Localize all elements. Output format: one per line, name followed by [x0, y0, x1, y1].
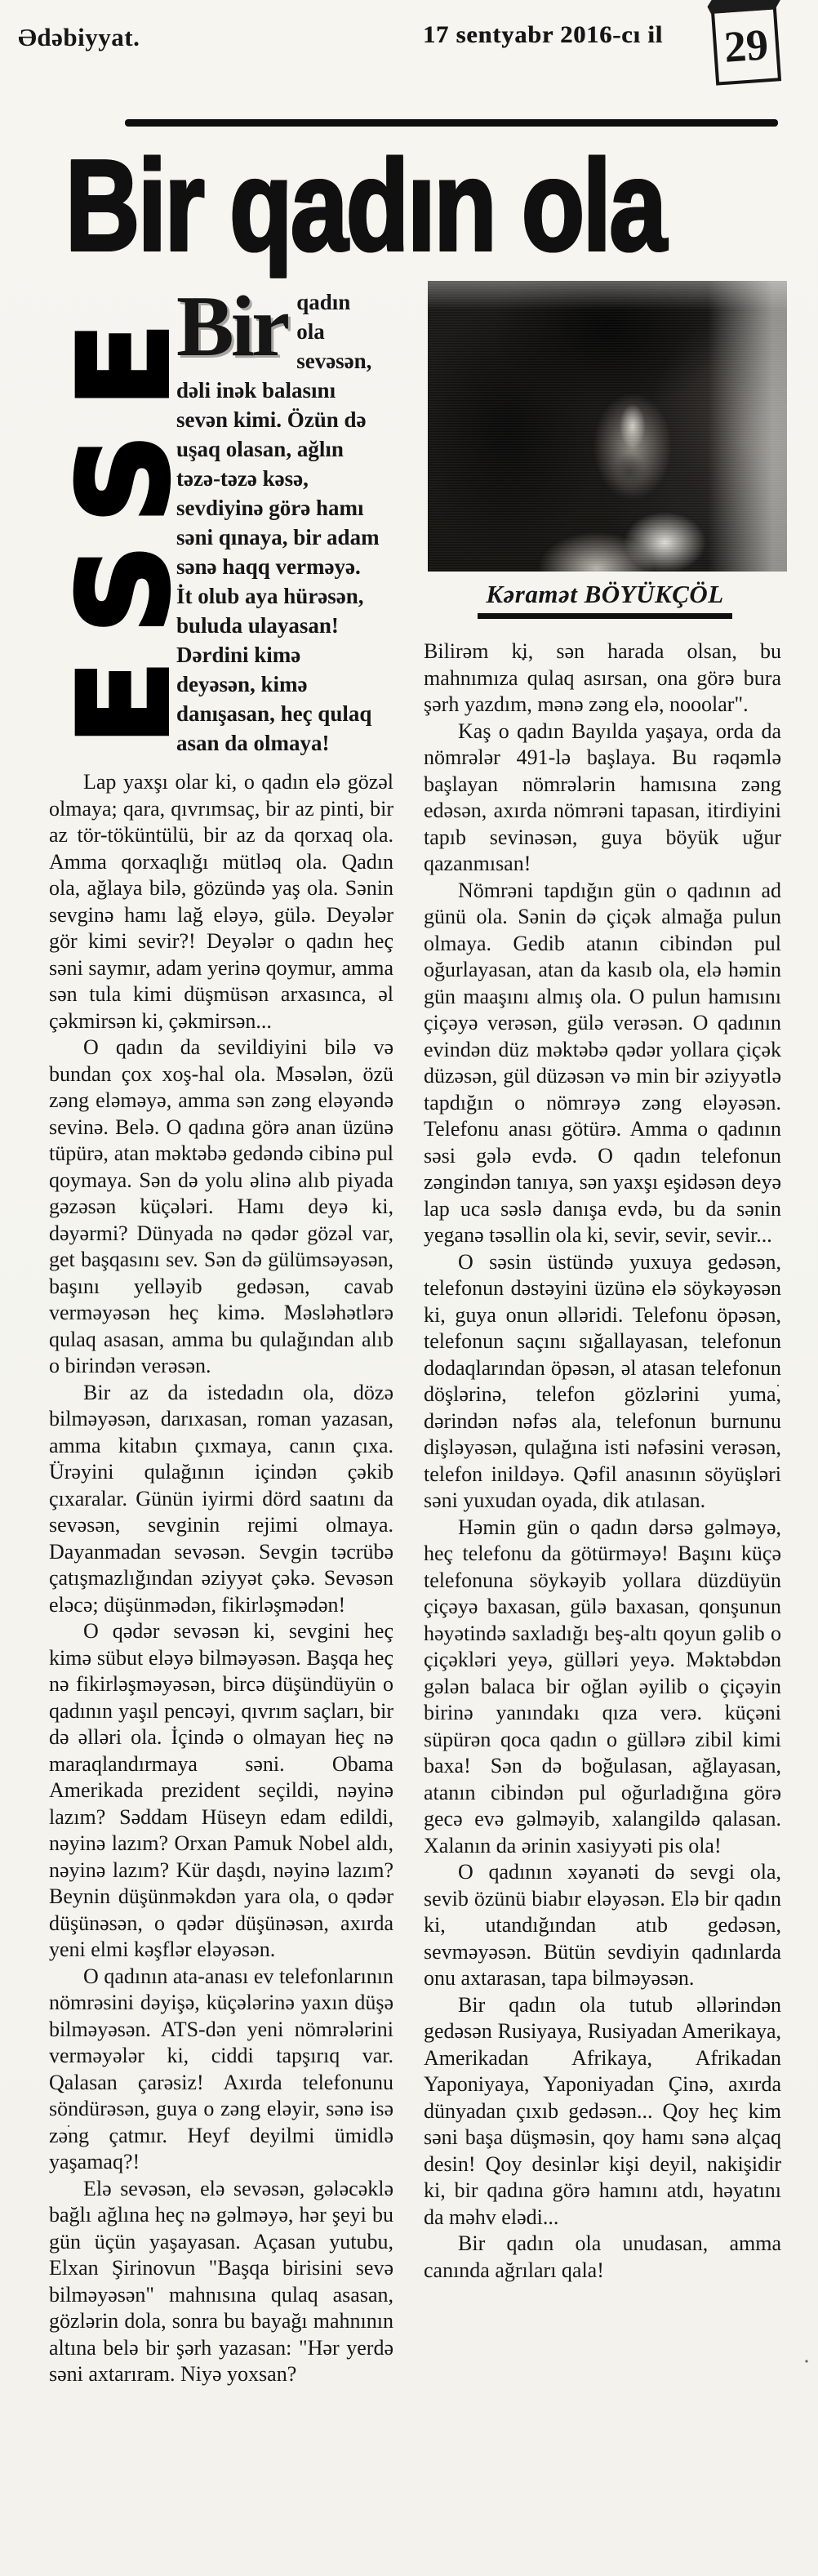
issue-date: 17 sentyabr 2016-cı il: [423, 21, 663, 48]
lead-text: qadın ola sevəsən, dəli inək balasını sevən kimi. Özün də uşaq olasan, ağlın təzə-təzə kəsə, sevdiyinə görə hamı səni qınaya, bir adam sənə haqq verməyə. İt olub aya hürəsən, buluda ulayasan! Dərdini kimə deyəsən, kimə danışasan, heç qulaq asan da olmaya!: [176, 290, 380, 755]
paragraph: Bir qadın ola unudasan, amma canında ağrıları qala!: [424, 2231, 781, 2282]
paragraph: O qədər sevəsən ki, sevgini heç kimə sübut eləyə bilməyəsən. Başqa heç nə fikirləşməyəsən, bircə düşündüyün o qadının yaşıl pencəyi, qıvrım saçları, bir də əlləri ola. İçində o olmayan heç nə maraqlandırmaya səni. Obama Amerikada prezident seçildi, nəyinə lazım? Səddam Hüseyn edam edildi, nəyinə lazım? Orxan Pamuk Nobel aldı, nəyinə lazım? Kür daşdı, nəyinə lazım? Beynin düşünməkdən yara ola, o qədər düşünəsən, o qədər düşünəsən, axırda yeni elmi kəşflər eləyəsən.: [49, 1619, 393, 1961]
byline-author: Kəramət BÖYÜKÇÖL: [478, 580, 731, 619]
paragraph: Kaş o qadın Bayılda yaşaya, orda da nömrələr 491-lə başlaya. Bu rəqəmlə başlayan nömrələrin hamısına zəng edəsən, axırda nömrəni tapasan, itirdiyini tapıb sevinəsən, guya böyük uğur qazanmısan!: [424, 719, 781, 875]
paragraph: Bir az da istedadın ola, dözə bilməyəsən, darıxasan, roman yazasan, amma kitabın çıxmaya, canın çıxa. Ürəyini qulağının içindən çəkib çıxaralar. Günün iyirmi dörd saatını da sevəsən, sevginin rejimi olmaya. Dayanmadan sevəsən. Sevgin təcrübə çatışmazlığından əziyyət çəkə. Sevəsən eləcə; düşünmədən, fikirləşmədən!: [49, 1380, 393, 1617]
byline-block: [425, 580, 785, 619]
paragraph: O qadın da sevildiyini bilə və bundan çox xoş-hal ola. Məsələn, özü zəng eləməyə, amma sən zəng eləyəndə sevinə. Belə. O qadına görə anan üzünə tüpürə, atan məktəbə gedəndə cibinə pul qoymaya. Sən də yolu əlinə alıb piyada gəzəsən küçələri. Hamı deyə ki, dəyərmi? Dünyada nə qədər gözəl var, get başqasını sev. Sən də gülümsəyəsən, başını yelləyib gedəsən, cavab verməyəsən heç kimə. Məsləhətlərə qulaq asasan, amma bu qulağından alıb o birindən verəsən.: [49, 1035, 393, 1377]
paragraph: O qadının xəyanəti də sevgi ola, sevib özünü biabır eləyəsən. Elə bir qadın ki, utandığından atıb gedəsən, sevməyəsən. Bütün sevdiyin qadınlarda onu axtarasan, tapa bilməyəsən.: [424, 1860, 781, 1990]
paragraph: O qadının ata-anası ev telefonlarının nömrəsini dəyişə, küçələrinə yaxın düşə bilməyəsən. ATS-dən yeni nömrələrini verməyələr ki, ciddi tapşırıq var. Qalasan çarəsiz! Axırda telefonunu söndürəsən, guya o zəng eləyir, sənə isə zəng çatmır. Heyf deyilmi ümidlə yaşamaq?!: [49, 1964, 393, 2173]
paragraph: Nömrəni tapdığın gün o qadının ad günü ola. Sənin də çiçək almağa pulun olmaya. Gedib atanın cibindən pul oğurlayasan, atan da kasıb ola, elə həmin gün maaşını almış ola. O pulun hamısını çiçəyə verəsən, gülə verəsən. O qadının evindən düz məktəbə qədər yollara çiçək düzəsən, gül düzəsən və min bir əziyyətlə tapdığın o nömrəyə zəng eləyəsən. Telefonu anası götürə. Amma o qadının səsi gələ evdə. O qadın telefonun zəngindən tanıya, sən yaxşı eşidəsən deyə lap uca səslə danışa evdə, bu da sənin yeganə təsəllin ola ki, sevir, sevir, sevir...: [424, 878, 781, 1247]
section-label: Ədəbiyyat.: [18, 23, 140, 51]
lead-dropword: Bir: [176, 278, 287, 374]
paragraph: O səsin üstündə yuxuya gedəsən, telefonun dəstəyini üzünə elə söykəyəsən ki, guya onun əlləridi. Telefonu öpəsən, telefonun saçını sığallayasan, telefonun dodaqlarından öpəsən, əl atasan telefonun döşlərinə, telefon gözlərini yuma, dərindən nəfəs ala, telefonun burnunu dişləyəsən, qulağına isti nəfəsini verəsən, telefon inildəyə. Qəfil anasının söyüşləri səni yuxudan oyada, dik atılasan.: [424, 1249, 781, 1512]
paragraph: Həmin gün o qadın dərsə gəlməyə, heç telefonu da götürməyə! Başını küçə telefonuna söykəyib yollara düzdüyün çiçəyə baxasan, gülə baxasan, qonşunun həyətində saxladığı beş-altı qoyun gəlib o çiçəkləri yeyə, gülləri yeyə. Məktəbdən gələn balaca bir oğlan əyilib o çiçəyin birinə yanındakı qıza verə. küçəni süpürən qoca qadın o güllərə zibil kimi baxa! Sən də boğulasan, ağlayasan, atanın cibindən pul oğurladığına görə gecə evə gəlməyib, xalangildə qalasan. Xalanın da ərinin xasiyyəti pis ola!: [424, 1515, 781, 1857]
body-column-left: [49, 769, 393, 2569]
page-number-badge: [711, 6, 781, 85]
kicker-block: [54, 292, 196, 745]
paragraph: Elə sevəsən, elə sevəsən, gələcəklə bağlı ağlına heç nə gəlməyə, hər şeyi bu gün üçün yaşayasan. Açasan yutubu, Elxan Şirinovun "Başqa birisini sevə bilməyəsən" mahnısına qulaq asasan, gözlərin dola, sonra bu bayağı mahnının altına belə bir şərh yazasan: "Hər yerdə səni axtarıram. Niyə yoxsan?: [49, 2176, 393, 2386]
paragraph: Bir qadın ola tutub əllərindən gedəsən Rusiyaya, Rusiyadan Amerikaya, Amerikadan Afrikaya, Afrikadan Yaponiyaya, Yaponiyadan Çinə, axırda dünyadan çıxıb gedəsən... Qoy heç kim səni başa düşməsin, qoy hamı sənə alçaq desin! Qoy desinlər kişi deyil, nakişidir ki, bir qadına görə hamını atdı, həyatını da məhv elədi...: [424, 1992, 781, 2229]
page-number: 29: [722, 20, 771, 72]
article-title: Bir qadın ola: [65, 134, 665, 278]
paragraph: Bilirəm ki, sən harada olsan, bu mahnımıza qulaq asırsan, ona görə bura şərh yazdım, mənə zəng elə, nooolar".: [424, 639, 781, 716]
lead-paragraph: [176, 278, 380, 758]
paragraph: Lap yaxşı olar ki, o qadın elə gözəl olmaya; qara, qıvrımsaç, bir az pinti, bir az tör-töküntülü, bir az da qorxaq ola. Amma qorxaqlığı mütləq ola. Qadın ola, ağlaya bilə, gözündə yaş ola. Sənin sevginə hamı lağ eləyə, gülə. Deyələr gör kimi sevir?! Deyələr o qadın heç səni saymır, adam yerinə qoymur, amma sən tula kimi düşmüsən arxasınca, əl çəkmirsən ki, çəkmirsən...: [49, 770, 393, 1033]
header-rule: [125, 119, 778, 127]
body-column-right: [424, 638, 781, 2569]
kicker-esse-label: ESSE: [54, 295, 196, 745]
author-portrait-photo: [428, 281, 787, 572]
